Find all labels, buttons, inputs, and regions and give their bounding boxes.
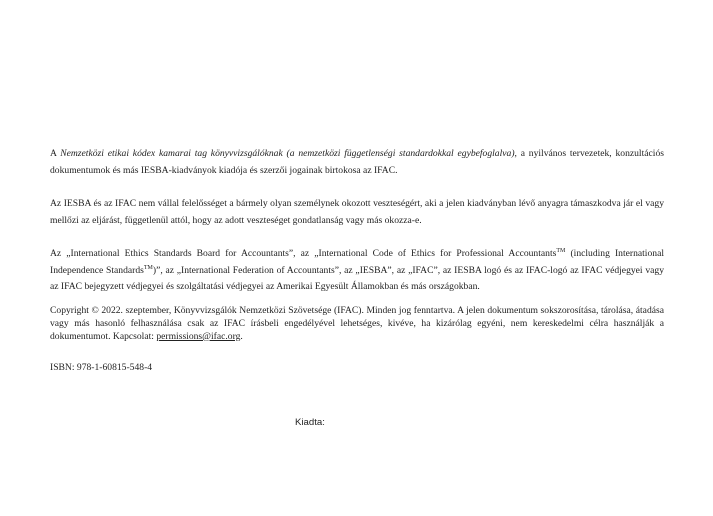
text: (including International Independence Standards xyxy=(50,248,664,276)
code-title: Nemzetközi etikai kódex kamarai tag könyvvizsgálóknak (a nemzetközi függetlenségi standardokkal egybefoglalva) xyxy=(60,148,515,159)
isbn: ISBN: 978-1-60815-548-4 xyxy=(50,362,153,373)
trademark-mark: TM xyxy=(556,248,566,254)
text: , a nyilvános tervezetek, konzultációs dokumentumok és más IESBA-kiadványok kiadója és szerzői jogainak birtokosa az IFAC. xyxy=(50,148,664,176)
trademark-paragraph xyxy=(50,246,664,296)
copyright-paragraph xyxy=(50,305,664,343)
publisher-label: Kiadta: xyxy=(295,417,325,428)
text: )”, az „International Federation of Accountants”, az „IESBA”, az „IFAC”, az IESBA logó és az IFAC-logó az IFAC védjegyei vagy az IFAC bejegyzett védjegyei és szolgáltatási védjegyei az Amerikai Egyesült Államokban és más országokban. xyxy=(50,264,664,292)
text: A xyxy=(50,148,61,159)
text: Az „International Ethics Standards Board for Accountants”, az „International Code of Ethics for Professional Accountants xyxy=(50,248,557,259)
trademark-mark: TM xyxy=(143,264,153,271)
publisher-copyright-paragraph xyxy=(50,146,664,179)
text: Copyright © 2022. szeptember, Könyvvizsgálók Nemzetközi Szövetsége (IFAC). Minden jog fenntartva. A jelen dokumentum sokszorosítása, tárolása, átadása vagy más hasonló felhasználása csak az IFAC írásbeli engedélyével lehetséges, kivéve, ha kizárólag egyéni, nem kereskedelmi célra használják a dokumentumot. Kapcsolat: xyxy=(50,305,664,342)
disclaimer-paragraph: Az IESBA és az IFAC nem vállal felelősséget a bármely olyan személynek okozott veszteségért, aki a jelen kiadványban lévő anyagra támaszkodva jár el vagy mellőzi az eljárást, függetlenül attól, hogy az adott veszteséget gondatlanság vagy más okozza-e. xyxy=(50,198,664,226)
text: . xyxy=(240,330,243,342)
permissions-email-link[interactable]: permissions@ifac.org xyxy=(156,330,241,342)
